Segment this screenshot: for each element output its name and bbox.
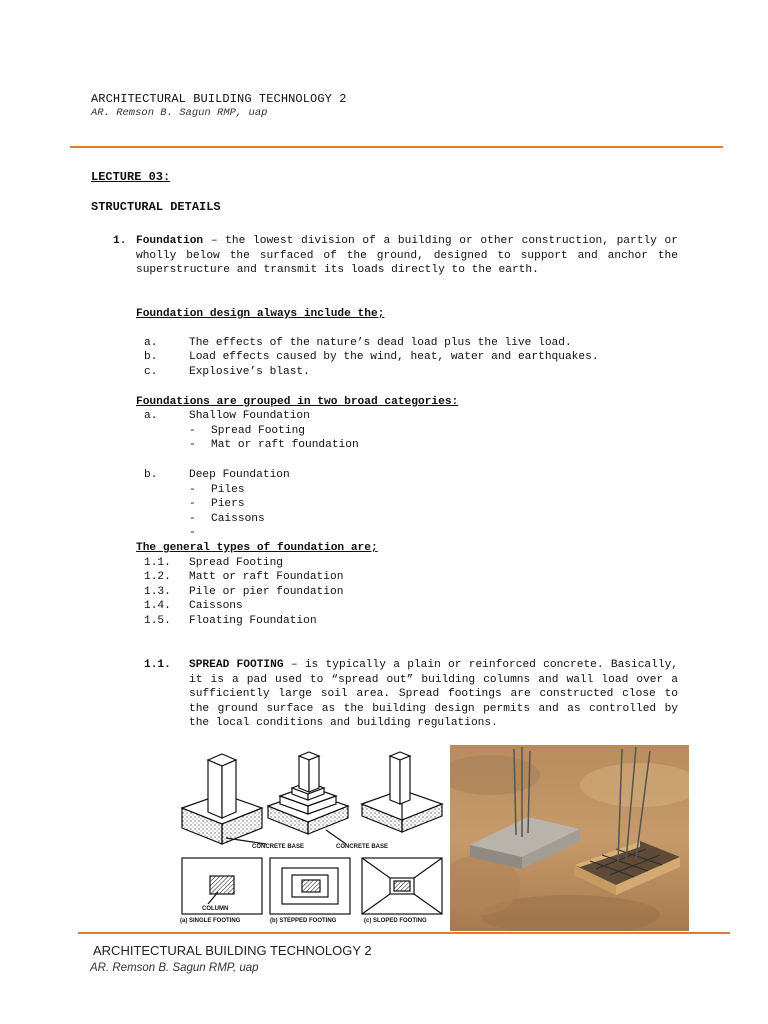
dash-marker: -	[189, 498, 196, 510]
list-marker: c.	[144, 366, 158, 378]
caption-stepped: (b) STEPPED FOOTING	[270, 918, 337, 924]
list-marker: a.	[144, 410, 158, 422]
item-number: 1.	[113, 235, 127, 247]
spread-footing-paragraph	[189, 658, 678, 731]
spread-definition: – is typically a plain or reinforced concrete. Basically, it is a pad used to “spread out” building columns and wall load over a sufficiently large soil area. Spread footings are constructed close to the ground surface as the building design permits and as controlled by the local conditions and building regulations.	[189, 659, 678, 730]
header-author: AR. Remson B. Sagun RMP, uap	[91, 107, 268, 119]
design-heading: Foundation design always include the;	[136, 308, 385, 320]
sub-item: Spread Footing	[211, 425, 305, 437]
list-item: The effects of the nature’s dead load plus the live load.	[189, 337, 572, 349]
footer-divider	[78, 932, 730, 934]
footing-construction-photo	[450, 745, 689, 931]
dash-marker: -	[189, 425, 196, 437]
sub-item: Piers	[211, 498, 245, 510]
list-marker: b.	[144, 469, 158, 481]
type-name: Caissons	[189, 600, 243, 612]
type-name: Spread Footing	[189, 557, 283, 569]
concrete-base-label: CONCRETE BASE	[336, 844, 389, 850]
single-footing-drawing	[182, 754, 262, 844]
caption-single: (a) SINGLE FOOTING	[180, 918, 241, 924]
footing-types-diagram	[178, 748, 446, 930]
foundation-term: Foundation	[136, 235, 204, 247]
list-marker: a.	[144, 337, 158, 349]
dash-marker: -	[189, 527, 196, 539]
dash-marker: -	[189, 484, 196, 496]
column-label: COLUMN	[202, 906, 229, 912]
sub-item: Caissons	[211, 513, 265, 525]
type-name: Floating Foundation	[189, 615, 317, 627]
footer-author: AR. Remson B. Sagun RMP, uap	[90, 962, 259, 974]
spread-term: SPREAD FOOTING	[189, 659, 284, 671]
foundation-definition: – the lowest division of a building or other construction, partly or wholly below the surfaced of the ground, designed to support and anchor the superstructure and transmit its loads directly to the earth.	[136, 235, 678, 277]
dash-marker: -	[189, 513, 196, 525]
type-number: 1.1.	[144, 557, 171, 569]
list-marker: b.	[144, 351, 158, 363]
list-item: Load effects caused by the wind, heat, water and earthquakes.	[189, 351, 599, 363]
foundation-paragraph	[136, 234, 678, 278]
stepped-footing-drawing	[268, 752, 348, 834]
header-divider	[70, 146, 723, 148]
concrete-base-label: CONCRETE BASE	[252, 844, 305, 850]
types-heading: The general types of foundation are;	[136, 542, 378, 554]
lecture-label: LECTURE 03:	[91, 170, 171, 184]
dash-marker: -	[189, 439, 196, 451]
sub-item: Piles	[211, 484, 245, 496]
type-name: Pile or pier foundation	[189, 586, 344, 598]
category-name: Deep Foundation	[189, 469, 290, 481]
section-title: STRUCTURAL DETAILS	[91, 200, 221, 214]
type-name: Matt or raft Foundation	[189, 571, 344, 583]
list-item: Explosive’s blast.	[189, 366, 310, 378]
footer-title: ARCHITECTURAL BUILDING TECHNOLOGY 2	[93, 943, 372, 958]
spread-number: 1.1.	[144, 659, 171, 671]
caption-sloped: (c) SLOPED FOOTING	[364, 918, 427, 924]
categories-heading: Foundations are grouped in two broad categories:	[136, 396, 459, 408]
type-number: 1.4.	[144, 600, 171, 612]
type-number: 1.5.	[144, 615, 171, 627]
header-title: ARCHITECTURAL BUILDING TECHNOLOGY 2	[91, 92, 347, 106]
type-number: 1.2.	[144, 571, 171, 583]
type-number: 1.3.	[144, 586, 171, 598]
sloped-footing-drawing	[362, 752, 442, 832]
sub-item: Mat or raft foundation	[211, 439, 359, 451]
category-name: Shallow Foundation	[189, 410, 310, 422]
